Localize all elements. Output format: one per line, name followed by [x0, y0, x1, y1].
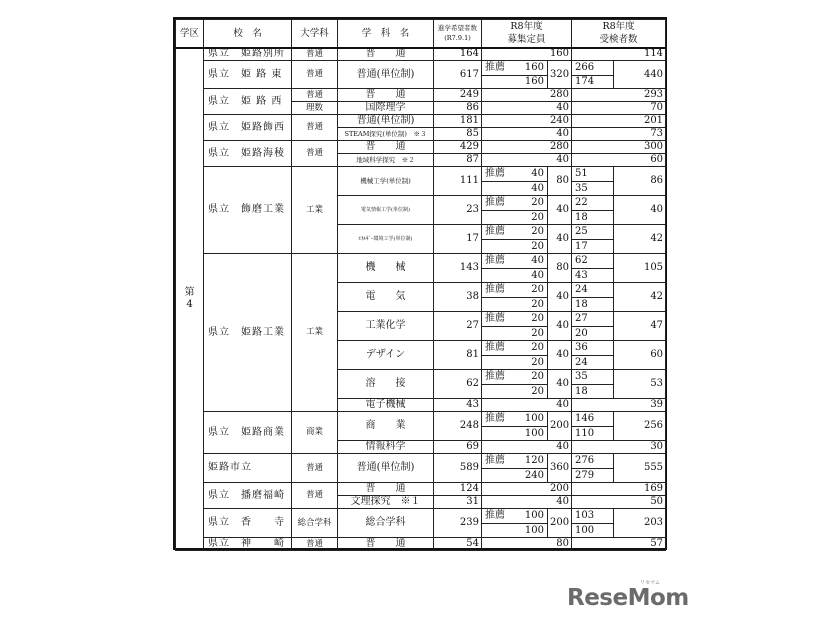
- kibou-r7-cell: 87: [434, 154, 482, 167]
- table-row: [176, 254, 666, 283]
- teiin-split-cell: [482, 412, 548, 441]
- teiin-suisen-value: 120: [524, 455, 544, 466]
- teiin-general: [482, 75, 547, 89]
- juken-general-value: 174: [572, 75, 613, 89]
- header-teiin-line2: 募集定員: [507, 33, 546, 45]
- teiin-total-cell: 40: [482, 102, 572, 115]
- juken-total-cell: 114: [572, 48, 666, 61]
- teiin-total-cell: 80: [548, 167, 572, 196]
- suisen-label: 推薦: [485, 226, 505, 237]
- daigakka-cell: 普通: [292, 454, 338, 483]
- teiin-total-cell: 200: [548, 509, 572, 538]
- teiin-suisen: [482, 225, 547, 239]
- teiin-general-value: 20: [531, 298, 544, 310]
- teiin-total-cell: 280: [482, 89, 572, 102]
- teiin-general-value: 240: [524, 469, 544, 481]
- teiin-general: [482, 523, 547, 537]
- suisen-label: 推薦: [485, 61, 505, 73]
- gakka-cell: 電 気: [338, 283, 434, 312]
- teiin-split-cell: [482, 509, 548, 538]
- teiin-general-value: 20: [531, 385, 544, 397]
- kibou-r7-cell: 429: [434, 141, 482, 154]
- juken-split-cell: [572, 412, 614, 441]
- teiin-total-cell: 40: [548, 196, 572, 225]
- juken-total-cell: 86: [614, 167, 666, 196]
- daigakka-cell: 普通: [292, 61, 338, 89]
- kibou-r7-cell: 239: [434, 509, 482, 538]
- teiin-split-cell: [482, 167, 548, 196]
- kibou-r7-cell: 54: [434, 538, 482, 551]
- juken-suisen-value: 62: [575, 255, 588, 266]
- teiin-total-cell: 40: [548, 341, 572, 370]
- teiin-suisen-value: 100: [524, 413, 544, 424]
- teiin-split-cell: [482, 370, 548, 399]
- juken-suisen-value: 103: [575, 510, 595, 521]
- gakka-cell: 溶 接: [338, 370, 434, 399]
- enrollment-table: [175, 19, 666, 551]
- juken-suisen-value: 24: [575, 284, 588, 295]
- daigakka-cell: 総合学科: [292, 509, 338, 538]
- teiin-suisen: [482, 509, 547, 523]
- gakka-cell: 地域科学探究 ※２: [338, 154, 434, 167]
- kibou-r7-cell: 124: [434, 483, 482, 496]
- teiin-general: [482, 468, 547, 482]
- teiin-suisen-value: 20: [531, 226, 544, 237]
- kibou-r7-cell: 62: [434, 370, 482, 399]
- juken-general-value: 100: [572, 523, 613, 537]
- juken-general-value: 43: [572, 268, 613, 282]
- header-gakka: 学 科 名: [338, 20, 434, 48]
- daigakka-cell: 普通: [292, 115, 338, 141]
- teiin-general: [482, 268, 547, 282]
- juken-general-value: 24: [572, 355, 613, 369]
- teiin-suisen-value: 20: [531, 371, 544, 382]
- school-name: 県立 飾磨工業: [204, 167, 292, 254]
- suisen-label: 推薦: [485, 342, 505, 353]
- juken-general-value: 18: [572, 384, 613, 398]
- teiin-total-cell: 40: [482, 154, 572, 167]
- juken-total-cell: 70: [572, 102, 666, 115]
- teiin-suisen-value: 100: [524, 510, 544, 521]
- juken-total-cell: 39: [572, 399, 666, 412]
- juken-suisen-value: 51: [575, 168, 588, 179]
- teiin-general: [482, 384, 547, 398]
- kibou-r7-cell: 164: [434, 48, 482, 61]
- juken-split-cell: [572, 509, 614, 538]
- juken-total-cell: 440: [614, 61, 666, 89]
- kibou-r7-cell: 248: [434, 412, 482, 441]
- teiin-split-cell: [482, 341, 548, 370]
- juken-total-cell: 201: [572, 115, 666, 128]
- suisen-label: 推薦: [485, 313, 505, 324]
- school-name: 県立 姫路別所: [204, 48, 292, 61]
- juken-split-cell: [572, 454, 614, 483]
- daigakka-cell: 普通: [292, 538, 338, 551]
- header-teiin: [482, 20, 572, 48]
- header-kibou-r7-line1: 進学希望者数: [438, 23, 477, 32]
- juken-split-cell: [572, 225, 614, 254]
- juken-total-cell: 256: [614, 412, 666, 441]
- juken-split-cell: [572, 341, 614, 370]
- table-row: [176, 538, 666, 551]
- suisen-label: 推薦: [485, 371, 505, 382]
- gakka-cell: 電気情報工学(単位制): [338, 196, 434, 225]
- gakka-cell: 国際理学: [338, 102, 434, 115]
- teiin-split-cell: [482, 312, 548, 341]
- teiin-suisen: [482, 370, 547, 384]
- logo-kana: リセマム: [640, 580, 660, 586]
- kibou-r7-cell: 617: [434, 61, 482, 89]
- teiin-total-cell: 360: [548, 454, 572, 483]
- juken-total-cell: 40: [614, 196, 666, 225]
- gakka-cell: 総合学科: [338, 509, 434, 538]
- kibou-r7-cell: 31: [434, 496, 482, 509]
- teiin-suisen-value: 20: [531, 284, 544, 295]
- juken-total-cell: 555: [614, 454, 666, 483]
- teiin-total-cell: 40: [548, 225, 572, 254]
- juken-split-cell: [572, 370, 614, 399]
- teiin-total-cell: 40: [548, 283, 572, 312]
- gakka-cell: 普通(単位制): [338, 61, 434, 89]
- enrollment-table-sheet: [173, 17, 667, 550]
- teiin-general: [482, 326, 547, 340]
- teiin-suisen: [482, 61, 547, 75]
- teiin-total-cell: 280: [482, 141, 572, 154]
- teiin-split-cell: [482, 225, 548, 254]
- juken-general-value: 35: [572, 181, 613, 195]
- school-name: 姫路市立: [204, 454, 292, 483]
- district-cell: 第 4: [176, 48, 204, 551]
- header-daigakka: 大学科: [292, 20, 338, 48]
- juken-total-cell: 105: [614, 254, 666, 283]
- juken-suisen-value: 146: [575, 413, 595, 424]
- teiin-suisen: [482, 167, 547, 181]
- gakka-cell: 普通(単位制): [338, 115, 434, 128]
- school-name: 県立 神 崎: [204, 538, 292, 551]
- gakka-cell: 普 通: [338, 48, 434, 61]
- teiin-general-value: 20: [531, 327, 544, 339]
- header-teiin-line1: R8年度: [510, 21, 543, 33]
- school-name: 県立 姫 路 東: [204, 61, 292, 89]
- teiin-total-cell: 80: [548, 254, 572, 283]
- school-name: 県立 姫路海稜: [204, 141, 292, 167]
- teiin-suisen-value: 20: [531, 342, 544, 353]
- table-row: [176, 48, 666, 61]
- school-name: 県立 姫 路 西: [204, 89, 292, 115]
- juken-split-cell: [572, 254, 614, 283]
- daigakka-cell: 普通: [292, 141, 338, 167]
- teiin-suisen-value: 20: [531, 313, 544, 324]
- teiin-total-cell: 40: [548, 370, 572, 399]
- school-name: 県立 香 寺: [204, 509, 292, 538]
- school-name: 県立 姫路飾西: [204, 115, 292, 141]
- daigakka-cell: 理数: [292, 102, 338, 115]
- teiin-suisen-value: 160: [524, 61, 544, 73]
- logo-text: ReseMom: [567, 585, 689, 611]
- juken-split-cell: [572, 312, 614, 341]
- header-kibou-r7-line2: (R7.9.1): [444, 34, 471, 43]
- header-juken-line2: 受検者数: [599, 33, 638, 45]
- juken-total-cell: 50: [572, 496, 666, 509]
- school-name: 県立 姫路工業: [204, 254, 292, 412]
- juken-total-cell: 203: [614, 509, 666, 538]
- daigakka-cell: 普通: [292, 89, 338, 102]
- juken-total-cell: 293: [572, 89, 666, 102]
- juken-suisen-value: 22: [575, 197, 588, 208]
- juken-total-cell: 42: [614, 283, 666, 312]
- gakka-cell: 普通(単位制): [338, 454, 434, 483]
- suisen-label: 推薦: [485, 510, 505, 521]
- teiin-total-cell: 200: [548, 412, 572, 441]
- juken-suisen-value: 25: [575, 226, 588, 237]
- teiin-general-value: 20: [531, 240, 544, 252]
- juken-total-cell: 73: [572, 128, 666, 141]
- kibou-r7-cell: 43: [434, 399, 482, 412]
- teiin-general-value: 100: [524, 427, 544, 439]
- teiin-suisen: [482, 312, 547, 326]
- juken-total-cell: 42: [614, 225, 666, 254]
- juken-suisen-value: 36: [575, 342, 588, 353]
- kibou-r7-cell: 81: [434, 341, 482, 370]
- table-row: [176, 509, 666, 538]
- teiin-general-value: 20: [531, 356, 544, 368]
- teiin-suisen: [482, 283, 547, 297]
- header-kibou-r7: [434, 20, 482, 48]
- juken-total-cell: 57: [572, 538, 666, 551]
- teiin-suisen: [482, 412, 547, 426]
- teiin-total-cell: 40: [482, 441, 572, 454]
- table-row: [176, 454, 666, 483]
- juken-general-value: 20: [572, 326, 613, 340]
- juken-general-value: 110: [572, 426, 613, 440]
- teiin-general-value: 20: [531, 211, 544, 223]
- school-name: 県立 姫路商業: [204, 412, 292, 454]
- juken-general-value: 18: [572, 297, 613, 311]
- kibou-r7-cell: 27: [434, 312, 482, 341]
- gakka-cell: 文理探究 ※１: [338, 496, 434, 509]
- teiin-suisen: [482, 254, 547, 268]
- teiin-suisen: [482, 341, 547, 355]
- teiin-total-cell: 320: [548, 61, 572, 89]
- header-school: 校 名: [204, 20, 292, 48]
- gakka-cell: 普 通: [338, 89, 434, 102]
- juken-general-value: 17: [572, 239, 613, 253]
- juken-split-cell: [572, 283, 614, 312]
- teiin-suisen-value: 40: [531, 255, 544, 266]
- teiin-total-cell: 160: [482, 48, 572, 61]
- kibou-r7-cell: 17: [434, 225, 482, 254]
- gakka-cell: 機械工学(単位制): [338, 167, 434, 196]
- teiin-general: [482, 239, 547, 253]
- table-row: [176, 483, 666, 496]
- teiin-general-value: 100: [524, 524, 544, 536]
- juken-total-cell: 60: [572, 154, 666, 167]
- teiin-suisen: [482, 196, 547, 210]
- teiin-general-value: 40: [531, 182, 544, 194]
- juken-suisen-value: 35: [575, 371, 588, 382]
- teiin-general-value: 160: [524, 75, 544, 87]
- teiin-suisen-value: 40: [531, 168, 544, 179]
- suisen-label: 推薦: [485, 168, 505, 179]
- juken-split-cell: [572, 196, 614, 225]
- gakka-cell: STEAM探究(単位制) ※３: [338, 128, 434, 141]
- kibou-r7-cell: 249: [434, 89, 482, 102]
- juken-total-cell: 169: [572, 483, 666, 496]
- header-gakku: 学区: [176, 20, 204, 48]
- teiin-general: [482, 210, 547, 224]
- table-row: [176, 61, 666, 89]
- table-row: [176, 89, 666, 102]
- suisen-label: 推薦: [485, 455, 505, 466]
- suisen-label: 推薦: [485, 284, 505, 295]
- juken-total-cell: 30: [572, 441, 666, 454]
- kibou-r7-cell: 23: [434, 196, 482, 225]
- teiin-total-cell: 80: [482, 538, 572, 551]
- teiin-split-cell: [482, 61, 548, 89]
- juken-total-cell: 300: [572, 141, 666, 154]
- teiin-total-cell: 40: [548, 312, 572, 341]
- table-row: [176, 167, 666, 196]
- gakka-cell: 普 通: [338, 483, 434, 496]
- suisen-label: 推薦: [485, 197, 505, 208]
- teiin-total-cell: 40: [482, 128, 572, 141]
- table-row: [176, 412, 666, 441]
- teiin-total-cell: 200: [482, 483, 572, 496]
- gakka-cell: デザイン: [338, 341, 434, 370]
- table-row: [176, 115, 666, 128]
- juken-total-cell: 47: [614, 312, 666, 341]
- kibou-r7-cell: 69: [434, 441, 482, 454]
- gakka-cell: 情報科学: [338, 441, 434, 454]
- teiin-total-cell: 40: [482, 399, 572, 412]
- header-juken-line1: R8年度: [602, 21, 635, 33]
- juken-suisen-value: 276: [575, 455, 595, 466]
- gakka-cell: 電子機械: [338, 399, 434, 412]
- daigakka-cell: 普通: [292, 483, 338, 509]
- header-juken: [572, 20, 666, 48]
- teiin-general: [482, 181, 547, 195]
- teiin-split-cell: [482, 283, 548, 312]
- table-body: [176, 48, 666, 551]
- juken-split-cell: [572, 167, 614, 196]
- juken-total-cell: 53: [614, 370, 666, 399]
- school-name: 県立 播磨福崎: [204, 483, 292, 509]
- header-row: [176, 20, 666, 48]
- teiin-split-cell: [482, 254, 548, 283]
- gakka-cell: 商 業: [338, 412, 434, 441]
- suisen-label: 推薦: [485, 255, 505, 266]
- kibou-r7-cell: 38: [434, 283, 482, 312]
- kibou-r7-cell: 143: [434, 254, 482, 283]
- juken-suisen-value: 266: [575, 61, 595, 73]
- daigakka-cell: 工業: [292, 167, 338, 254]
- teiin-general: [482, 426, 547, 440]
- teiin-general-value: 40: [531, 269, 544, 281]
- juken-split-cell: [572, 61, 614, 89]
- gakka-cell: 普 通: [338, 141, 434, 154]
- teiin-split-cell: [482, 196, 548, 225]
- kibou-r7-cell: 181: [434, 115, 482, 128]
- teiin-suisen-value: 20: [531, 197, 544, 208]
- daigakka-cell: 工業: [292, 254, 338, 412]
- juken-general-value: 18: [572, 210, 613, 224]
- gakka-cell: 機 械: [338, 254, 434, 283]
- teiin-general: [482, 355, 547, 369]
- kibou-r7-cell: 589: [434, 454, 482, 483]
- suisen-label: 推薦: [485, 413, 505, 424]
- table-row: [176, 141, 666, 154]
- teiin-split-cell: [482, 454, 548, 483]
- teiin-suisen: [482, 454, 547, 468]
- resemom-logo: [567, 580, 689, 611]
- gakka-cell: 工業化学: [338, 312, 434, 341]
- daigakka-cell: 普通: [292, 48, 338, 61]
- kibou-r7-cell: 85: [434, 128, 482, 141]
- teiin-general: [482, 297, 547, 311]
- kibou-r7-cell: 86: [434, 102, 482, 115]
- daigakka-cell: 商業: [292, 412, 338, 454]
- juken-general-value: 279: [572, 468, 613, 482]
- juken-suisen-value: 27: [575, 313, 588, 324]
- gakka-cell: 普 通: [338, 538, 434, 551]
- gakka-cell: ｴﾈﾙｷﾞｰ環境工学(単位制): [338, 225, 434, 254]
- kibou-r7-cell: 111: [434, 167, 482, 196]
- juken-total-cell: 60: [614, 341, 666, 370]
- teiin-total-cell: 240: [482, 115, 572, 128]
- teiin-total-cell: 40: [482, 496, 572, 509]
